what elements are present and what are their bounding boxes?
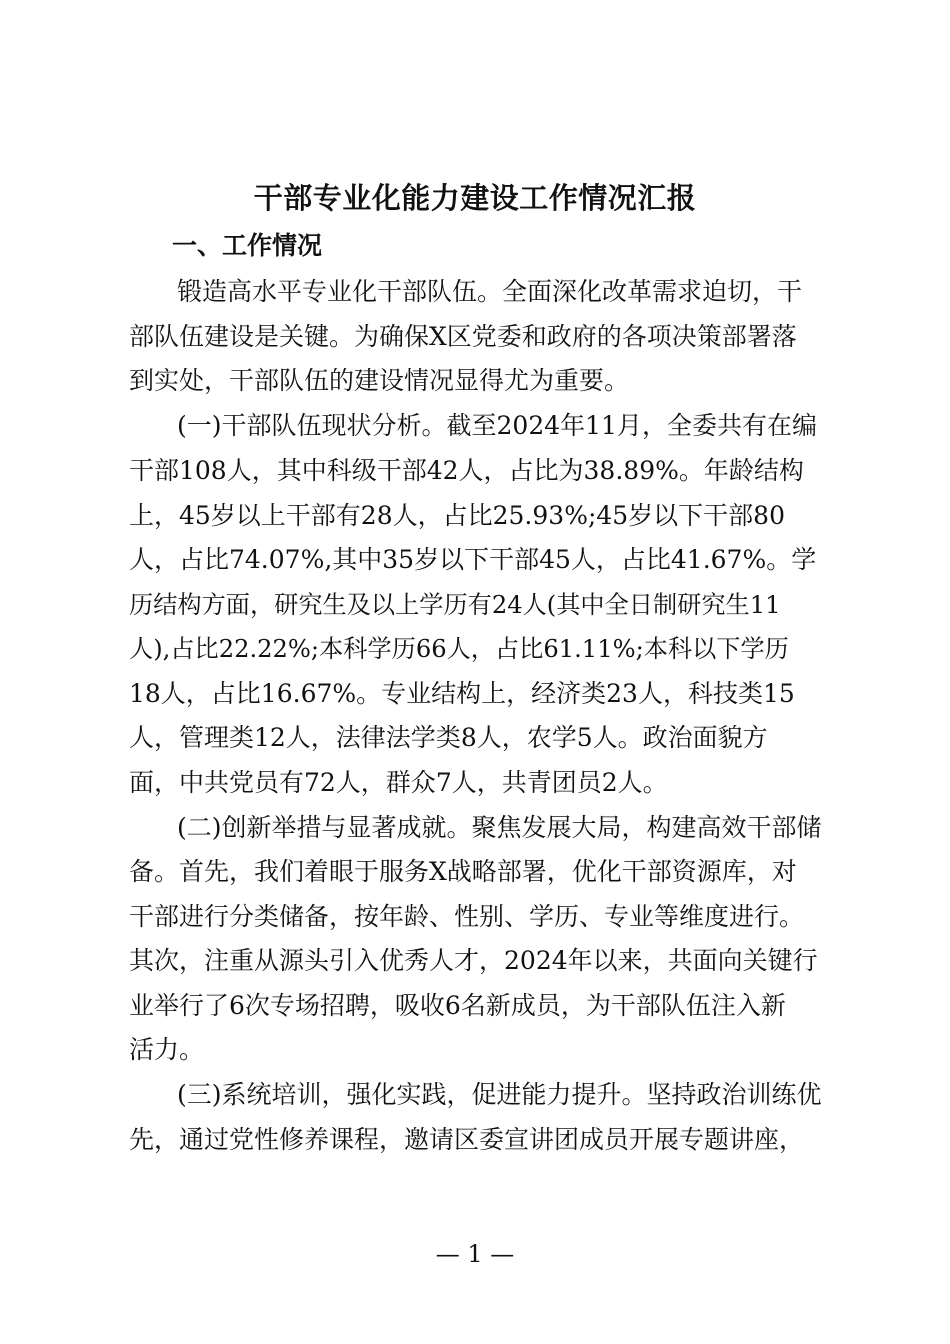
body-line-18: 活力。 <box>129 1035 205 1064</box>
page-number: — 1 — <box>435 1240 515 1268</box>
body-line-6: 上，45岁以上干部有28人，占比25.93%;45岁以下干部80 <box>129 501 785 530</box>
body-line-15: 干部进行分类储备，按年龄、性别、学历、专业等维度进行。 <box>129 902 805 931</box>
body-line-3: 到实处，干部队伍的建设情况显得尤为重要。 <box>129 366 630 395</box>
body-line-7: 人，占比74.07%,其中35岁以下干部45人，占比41.67%。学 <box>129 545 817 574</box>
body-line-11: 人，管理类12人，法律法学类8人，农学5人。政治面貌方 <box>129 723 768 752</box>
body-line-13: (二)创新举措与显著成就。聚焦发展大局，构建高效干部储 <box>177 813 822 842</box>
body-line-2: 部队伍建设是关键。为确保X区党委和政府的各项决策部署落 <box>129 322 797 351</box>
body-line-17: 业举行了6次专场招聘，吸收6名新成员，为干部队伍注入新 <box>129 991 786 1020</box>
body-line-10: 18人，占比16.67%。专业结构上，经济类23人，科技类15 <box>129 679 795 708</box>
document-title: 干部专业化能力建设工作情况汇报 <box>253 181 697 215</box>
body-line-8: 历结构方面，研究生及以上学历有24人(其中全日制研究生11 <box>129 591 781 619</box>
body-line-14: 备。首先，我们着眼于服务X战略部署，优化干部资源库，对 <box>129 857 797 886</box>
body-line-12: 面，中共党员有72人，群众7人，共青团员2人。 <box>129 768 668 797</box>
body-line-16: 其次，注重从源头引入优秀人才，2024年以来，共面向关键行 <box>129 946 818 975</box>
body-line-1: 锻造高水平专业化干部队伍。全面深化改革需求迫切，干 <box>177 277 803 306</box>
body-line-5: 干部108人，其中科级干部42人，占比为38.89%。年龄结构 <box>129 456 804 485</box>
body-line-9: 人),占比22.22%;本科学历66人，占比61.11%;本科以下学历 <box>129 635 789 663</box>
section-heading: 一、工作情况 <box>172 231 323 260</box>
body-line-19: (三)系统培训，强化实践，促进能力提升。坚持政治训练优 <box>177 1080 822 1109</box>
body-line-4: (一)干部队伍现状分析。截至2024年11月，全委共有在编 <box>177 411 817 440</box>
body-line-20: 先，通过党性修养课程，邀请区委宣讲团成员开展专题讲座， <box>129 1125 805 1154</box>
